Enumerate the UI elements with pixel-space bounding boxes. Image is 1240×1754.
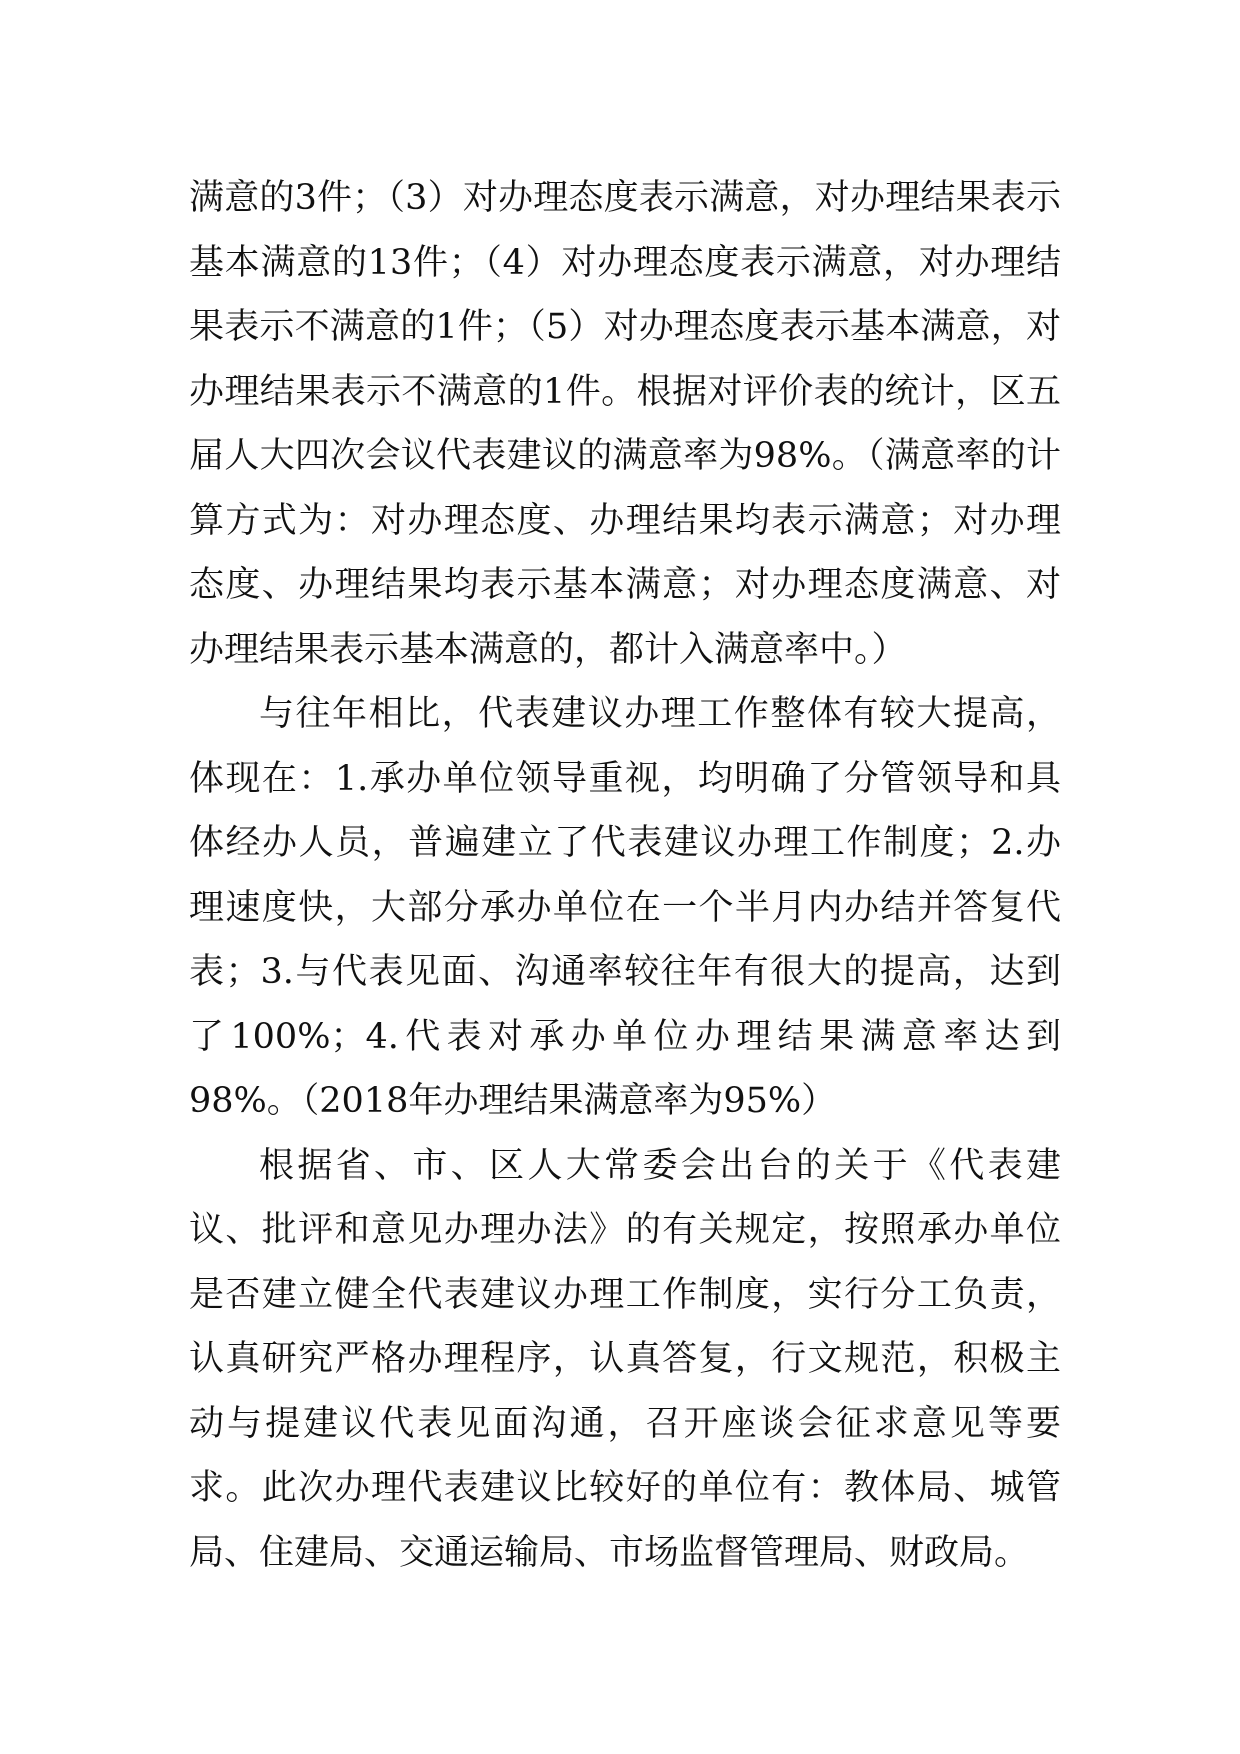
paragraph-improvements: 与往年相比，代表建议办理工作整体有较大提高，体现在：1.承办单位领导重视，均明确了分管领导和具体经办人员，普遍建立了代表建议办理工作制度；2.办理速度快，大部分承办单位在一个半月内办结并答复代表；3.与代表见面、沟通率较往年有很大的提高，达到了100%；4.代表对承办单位办理结果满意率达到98%。（2018年办理结果满意率为95%） [189,694,1061,1121]
document-body [189,166,1061,1585]
paragraph-satisfaction-stats: 满意的3件；（3）对办理态度表示满意，对办理结果表示基本满意的13件；（4）对办理态度表示满意，对办理结果表示不满意的1件；（5）对办理态度表示基本满意，对办理结果表示不满意的1件。根据对评价表的统计，区五届人大四次会议代表建议的满意率为98%。（满意率的计算方式为：对办理态度、办理结果均表示满意；对办理态度、办理结果均表示基本满意；对办理态度满意、对办理结果表示基本满意的，都计入满意率中。） [189,178,1061,670]
paragraph-good-units: 根据省、市、区人大常委会出台的关于《代表建议、批评和意见办理办法》的有关规定，按照承办单位是否建立健全代表建议办理工作制度，实行分工负责，认真研究严格办理程序，认真答复，行文规范，积极主动与提建议代表见面沟通，召开座谈会征求意见等要求。此次办理代表建议比较好的单位有：教体局、城管局、住建局、交通运输局、市场监督管理局、财政局。 [189,1145,1061,1573]
